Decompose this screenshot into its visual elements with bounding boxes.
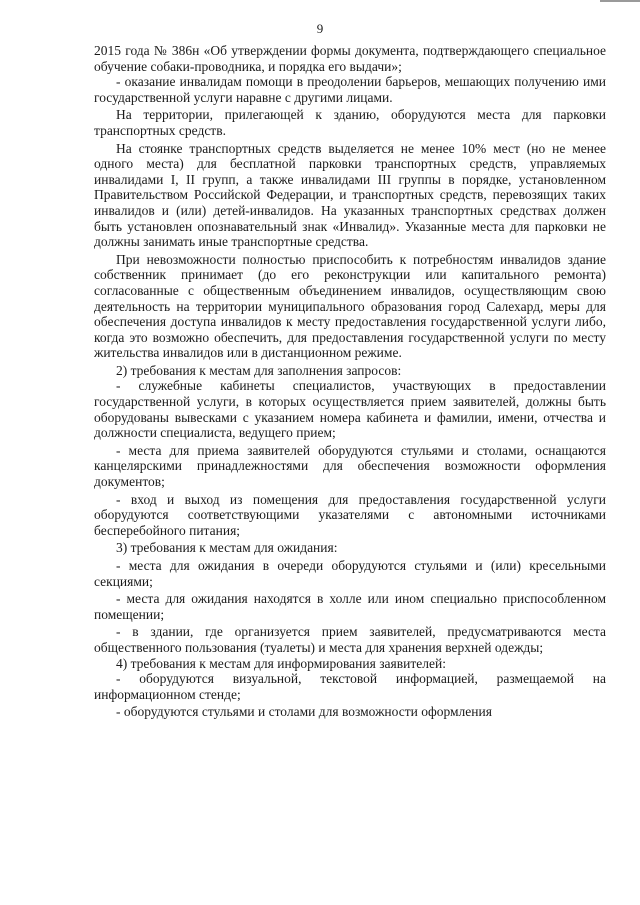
paragraph-waiting-seating: - места для ожидания в очереди оборудуются стульями и (или) кресельными секциями; — [94, 558, 606, 589]
paragraph-parking-territory: На территории, прилегающей к зданию, оборудуются места для парковки транспортных средств. — [94, 107, 606, 138]
paragraph-parking-quota: На стоянке транспортных средств выделяется не менее 10% мест (но не менее одного места) для бесплатной парковки транспортных средств, управляемых инвалидами I, II групп, а также инвалидами III группы в порядке, установленном Правительством Российской Федерации, и транспортных средств, перевозящих таких инвалидов и (или) детей-инвалидов. На указанных транспортных средствах должен быть установлен опознавательный знак «Инвалид». Указанные места для парковки не должны занимать иные транспортные средства. — [94, 140, 606, 250]
page-number: 9 — [316, 21, 324, 36]
paragraph-reception-furniture: - места для приема заявителей оборудуются стульями и столами, оснащаются канцелярскими принадлежностями для обеспечения возможности оформления документов; — [94, 442, 606, 490]
paragraph-information-furniture: - оборудуются стульями и столами для возможности оформления — [116, 704, 492, 720]
paragraph-accessibility-measures: При невозможности полностью приспособить к потребностям инвалидов здание собственник принимает (до его реконструкции или капитального ремонта) согласованные с общественным объединением инвалидов, осуществляющим свою деятельность на территории муниципального образования город Салехард, меры для обеспечения доступа инвалидов к месту предоставления государственной услуги либо, когда это возможно обеспечить, для предоставления государственной услуги по месту жительства инвалидов или в дистанционном режиме. — [94, 251, 606, 361]
heading-information-places: 4) требования к местам для информирования заявителей: — [116, 655, 446, 671]
paragraph-office-signage: - служебные кабинеты специалистов, участвующих в предоставлении государственной услуги, в которых осуществляется прием заявителей, должны быть оборудованы вывесками с указанием номера кабинета и фамилии, имени, отчества и должности специалиста, ведущего прием; — [94, 378, 606, 441]
paragraph-order-reference: 2015 года № 386н «Об утверждении формы документа, подтверждающего специальное обучение собаки-проводника, и порядка его выдачи»; — [94, 43, 606, 74]
scan-edge-mark — [600, 0, 640, 2]
heading-waiting-places: 3) требования к местам для ожидания: — [116, 540, 338, 556]
heading-request-places: 2) требования к местам для заполнения запросов: — [116, 362, 402, 378]
paragraph-waiting-location: - места для ожидания находятся в холле или ином специально приспособленном помещении; — [94, 591, 606, 622]
paragraph-entrance-signs: - вход и выход из помещения для предоставления государственной услуги оборудуются соответствующими указателями с автономными источниками бесперебойного питания; — [94, 491, 606, 538]
paragraph-information-stand: - оборудуются визуальной, текстовой информацией, размещаемой на информационном стенде; — [94, 671, 606, 702]
document-body — [94, 43, 606, 720]
paragraph-public-facilities: - в здании, где организуется прием заявителей, предусматриваются места общественного пользования (туалеты) и места для хранения верхней одежды; — [94, 624, 606, 655]
paragraph-barrier-assistance: - оказание инвалидам помощи в преодолении барьеров, мешающих получению ими государственной услуги наравне с другими лицами. — [94, 74, 606, 105]
